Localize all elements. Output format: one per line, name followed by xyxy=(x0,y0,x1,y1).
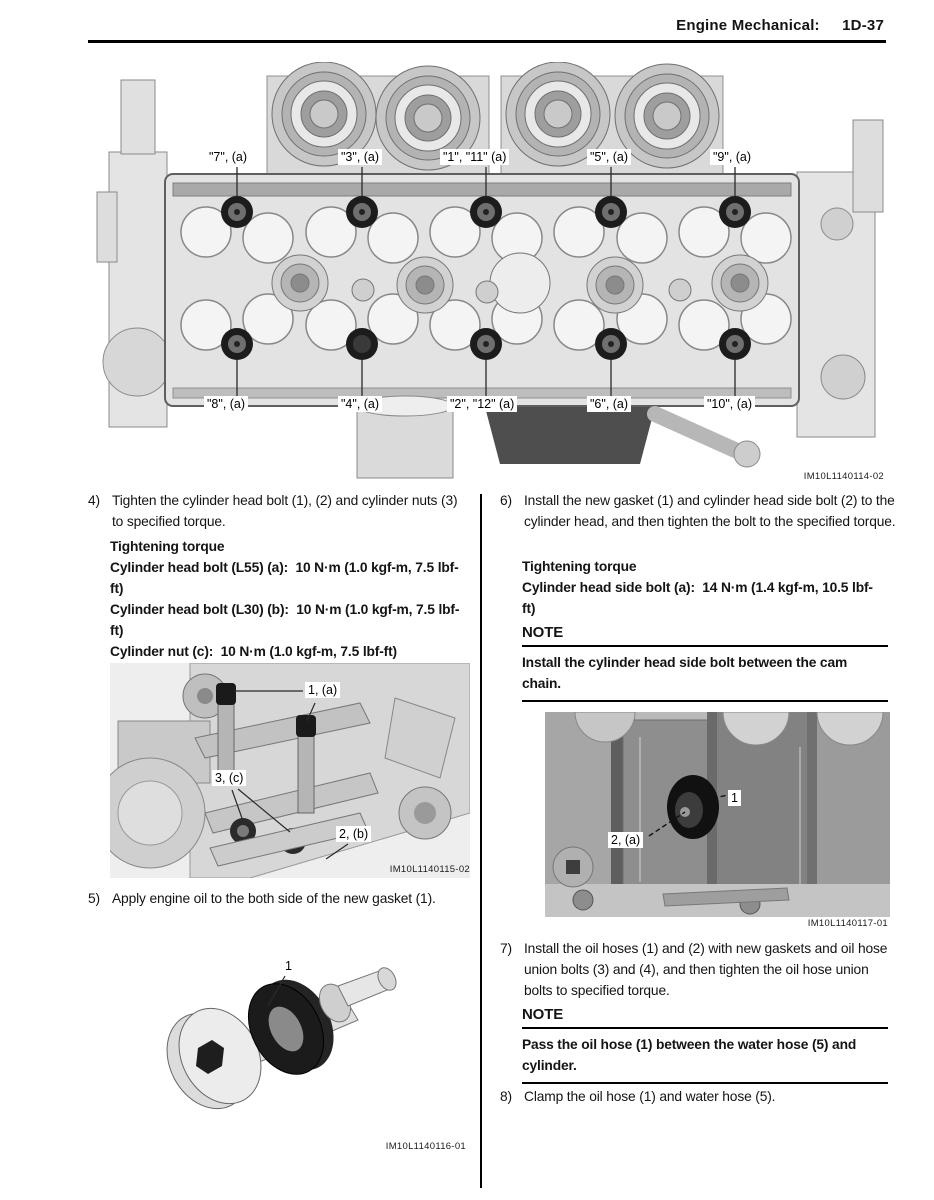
bolt-label-9: "9", (a) xyxy=(710,149,754,165)
figure-code-gasket: IM10L1140116-01 xyxy=(385,1141,466,1152)
note-rule-top xyxy=(522,1027,888,1029)
step-4-text: Tighten the cylinder head bolt (1), (2) and cylinder nuts (3) to specified torque. xyxy=(112,493,458,529)
note-text: Pass the oil hose (1) between the water hose (5) and cylinder. xyxy=(522,1037,857,1073)
figure-head-bolts xyxy=(110,663,470,878)
bolt-label-10: "10", (a) xyxy=(704,396,755,412)
torque-heading: Tightening torque xyxy=(110,539,225,554)
bolt-label-6: "6", (a) xyxy=(587,396,631,412)
note-rule-top xyxy=(522,645,888,647)
page-header xyxy=(676,17,884,34)
header-section-title: Engine Mechanical: xyxy=(676,17,820,34)
bolt-label-7: "7", (a) xyxy=(206,149,250,165)
step-5 xyxy=(88,888,472,909)
note-rule-bottom xyxy=(522,1082,888,1084)
bolt-label-2-12: "2", "12" (a) xyxy=(447,396,517,412)
bolt-label-3: "3", (a) xyxy=(338,149,382,165)
bolt-label-1-11: "1", "11" (a) xyxy=(440,149,509,165)
head-bolts-illustration xyxy=(110,663,470,878)
step-7-number: 7) xyxy=(500,941,512,956)
bolt-label-4: "4", (a) xyxy=(338,396,382,412)
part-label-gasket-1: 1 xyxy=(282,958,295,974)
part-label-side-bolt2: 2, (a) xyxy=(608,832,643,848)
bolt-label-5: "5", (a) xyxy=(587,149,631,165)
step-6-text: Install the new gasket (1) and cylinder head side bolt (2) to the cylinder head, and then tighten the bolt to the specified torque. xyxy=(524,493,896,529)
figure-gasket xyxy=(150,948,480,1148)
step-6 xyxy=(500,490,898,532)
torque-heading: Tightening torque xyxy=(522,559,637,574)
part-label-nut3: 3, (c) xyxy=(212,770,246,786)
column-divider xyxy=(480,494,482,1188)
note-heading: NOTE xyxy=(522,624,564,641)
figure-code-side-bolt: IM10L1140117-01 xyxy=(807,918,888,929)
header-rule xyxy=(88,40,886,43)
note-text: Install the cylinder head side bolt between the cam chain. xyxy=(522,655,848,691)
step-5-text: Apply engine oil to the both side of the new gasket (1). xyxy=(112,891,436,906)
step-5-number: 5) xyxy=(88,891,100,906)
figure-code-head-bolts: IM10L1140115-02 xyxy=(389,864,470,875)
torque-spec-line: Cylinder head bolt (L30) (b): 10 N·m (1.0 kgf-m, 7.5 lbf-ft) xyxy=(110,602,460,638)
torque-spec-step6 xyxy=(522,556,882,619)
note-step6 xyxy=(522,624,888,702)
note-heading: NOTE xyxy=(522,1006,564,1023)
torque-spec-step4 xyxy=(110,536,470,662)
torque-spec-line: Cylinder nut (c): 10 N·m (1.0 kgf-m, 7.5 lbf-ft) xyxy=(110,644,398,659)
part-label-side-hole1: 1 xyxy=(728,790,741,806)
note-rule-bottom xyxy=(522,700,888,702)
figure-side-bolt xyxy=(545,712,890,917)
gasket-illustration xyxy=(150,948,480,1148)
step-6-number: 6) xyxy=(500,493,512,508)
step-7 xyxy=(500,938,898,1001)
note-step7 xyxy=(522,1006,888,1084)
side-bolt-illustration xyxy=(545,712,890,917)
figure-head-torque xyxy=(95,62,910,490)
torque-spec-line: Cylinder head side bolt (a): 14 N·m (1.4 kgf-m, 10.5 lbf-ft) xyxy=(522,580,873,616)
step-4-number: 4) xyxy=(88,493,100,508)
step-8 xyxy=(500,1086,898,1107)
step-7-text: Install the oil hoses (1) and (2) with new gaskets and oil hose union bolts (3) and (4), and then tighten the oil hose union bolts to specified torque. xyxy=(524,941,888,998)
step-8-number: 8) xyxy=(500,1089,512,1104)
head-torque-illustration xyxy=(95,62,910,490)
header-page-number: 1D-37 xyxy=(842,17,884,34)
part-label-bolt1: 1, (a) xyxy=(305,682,340,698)
bolt-label-8: "8", (a) xyxy=(204,396,248,412)
part-label-bolt2: 2, (b) xyxy=(336,826,371,842)
step-8-text: Clamp the oil hose (1) and water hose (5). xyxy=(524,1089,776,1104)
step-4 xyxy=(88,490,472,532)
torque-spec-line: Cylinder head bolt (L55) (a): 10 N·m (1.0 kgf-m, 7.5 lbf-ft) xyxy=(110,560,459,596)
figure-code-head-torque: IM10L1140114-02 xyxy=(803,471,884,482)
